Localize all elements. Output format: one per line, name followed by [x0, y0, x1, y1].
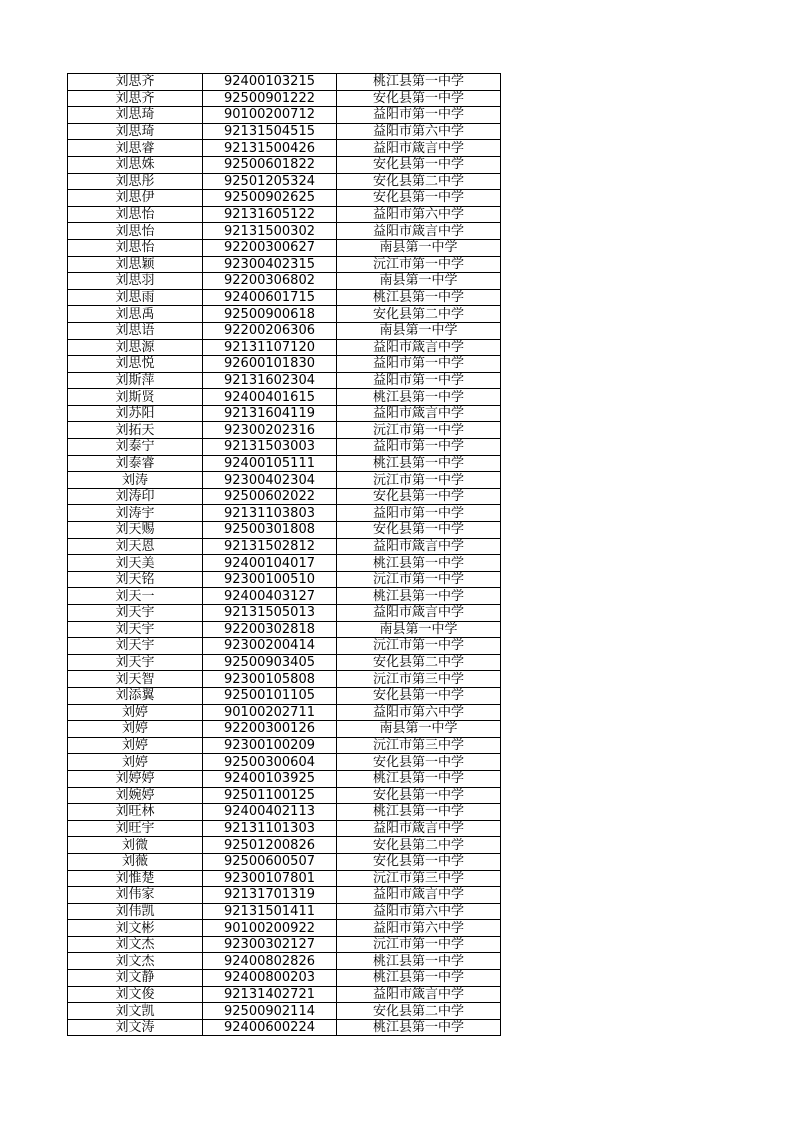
table-row [68, 804, 501, 821]
exam-number-cell: 92200300627 [203, 239, 337, 256]
student-name-cell: 刘文俊 [68, 986, 203, 1003]
school-name-cell: 桃江县第一中学 [337, 74, 501, 91]
exam-number-cell: 92300100209 [203, 737, 337, 754]
exam-number-cell: 92131500302 [203, 223, 337, 240]
exam-number-cell: 92131604119 [203, 405, 337, 422]
school-name-cell: 益阳市箴言中学 [337, 140, 501, 157]
table-row [68, 439, 501, 456]
student-name-cell: 刘思琦 [68, 107, 203, 124]
exam-number-cell: 92300100510 [203, 571, 337, 588]
school-name-cell: 安化县第一中学 [337, 853, 501, 870]
school-name-cell: 沅江市第三中学 [337, 737, 501, 754]
student-name-cell: 刘思彤 [68, 173, 203, 190]
school-name-cell: 桃江县第一中学 [337, 588, 501, 605]
table-row [68, 289, 501, 306]
exam-number-cell: 92300200414 [203, 638, 337, 655]
exam-number-cell: 92300302127 [203, 936, 337, 953]
table-row [68, 356, 501, 373]
school-name-cell: 沅江市第一中学 [337, 571, 501, 588]
exam-number-cell: 90100200712 [203, 107, 337, 124]
exam-number-cell: 92500903405 [203, 654, 337, 671]
exam-number-cell: 92400104017 [203, 555, 337, 572]
school-name-cell: 桃江县第一中学 [337, 455, 501, 472]
exam-number-cell: 92131605122 [203, 206, 337, 223]
student-name-cell: 刘添翼 [68, 687, 203, 704]
table-row [68, 206, 501, 223]
student-name-cell: 刘天宇 [68, 605, 203, 622]
exam-number-cell: 92600101830 [203, 356, 337, 373]
exam-number-cell: 92131602304 [203, 372, 337, 389]
table-row [68, 687, 501, 704]
exam-number-cell: 92500301808 [203, 522, 337, 539]
school-name-cell: 益阳市第六中学 [337, 206, 501, 223]
exam-number-cell: 92131503003 [203, 439, 337, 456]
school-name-cell: 南县第一中学 [337, 273, 501, 290]
student-name-cell: 刘天恩 [68, 538, 203, 555]
exam-number-cell: 92500601822 [203, 156, 337, 173]
school-name-cell: 益阳市第一中学 [337, 505, 501, 522]
table-row [68, 372, 501, 389]
exam-number-cell: 92400601715 [203, 289, 337, 306]
table-row [68, 754, 501, 771]
table-row [68, 522, 501, 539]
exam-number-cell: 92131500426 [203, 140, 337, 157]
school-name-cell: 安化县第一中学 [337, 687, 501, 704]
student-name-cell: 刘思羽 [68, 273, 203, 290]
student-name-cell: 刘涛宇 [68, 505, 203, 522]
table-row [68, 190, 501, 207]
school-name-cell: 益阳市第一中学 [337, 356, 501, 373]
table-row [68, 173, 501, 190]
table-row [68, 273, 501, 290]
student-name-cell: 刘婉婷 [68, 787, 203, 804]
exam-number-cell: 92300202316 [203, 422, 337, 439]
school-name-cell: 益阳市箴言中学 [337, 538, 501, 555]
school-name-cell: 益阳市箴言中学 [337, 223, 501, 240]
school-name-cell: 益阳市第六中学 [337, 123, 501, 140]
table-row [68, 156, 501, 173]
student-name-cell: 刘婷 [68, 754, 203, 771]
student-name-cell: 刘涛 [68, 472, 203, 489]
student-name-cell: 刘泰睿 [68, 455, 203, 472]
school-name-cell: 桃江县第一中学 [337, 1019, 501, 1036]
exam-number-cell: 92300105808 [203, 671, 337, 688]
table-row [68, 405, 501, 422]
school-name-cell: 安化县第一中学 [337, 90, 501, 107]
data-table [67, 73, 501, 1036]
school-name-cell: 桃江县第一中学 [337, 389, 501, 406]
table-row [68, 555, 501, 572]
exam-number-cell: 92400800203 [203, 970, 337, 987]
school-name-cell: 安化县第二中学 [337, 1003, 501, 1020]
school-name-cell: 桃江县第一中学 [337, 804, 501, 821]
exam-number-cell: 92131505013 [203, 605, 337, 622]
table-row [68, 1019, 501, 1036]
exam-number-cell: 92400401615 [203, 389, 337, 406]
student-name-cell: 刘斯萍 [68, 372, 203, 389]
student-name-cell: 刘斯贤 [68, 389, 203, 406]
exam-number-cell: 92200206306 [203, 322, 337, 339]
school-name-cell: 安化县第一中学 [337, 754, 501, 771]
table-row [68, 256, 501, 273]
exam-number-cell: 92131402721 [203, 986, 337, 1003]
student-name-cell: 刘薇 [68, 853, 203, 870]
exam-number-cell: 92131101303 [203, 820, 337, 837]
table-row [68, 605, 501, 622]
student-name-cell: 刘伟家 [68, 887, 203, 904]
student-name-cell: 刘涛印 [68, 488, 203, 505]
table-row [68, 770, 501, 787]
table-row [68, 422, 501, 439]
school-name-cell: 沅江市第一中学 [337, 472, 501, 489]
student-name-cell: 刘天智 [68, 671, 203, 688]
school-name-cell: 沅江市第一中学 [337, 422, 501, 439]
student-name-cell: 刘微 [68, 837, 203, 854]
table-row [68, 936, 501, 953]
student-name-cell: 刘天宇 [68, 638, 203, 655]
school-name-cell: 安化县第二中学 [337, 173, 501, 190]
exam-number-cell: 92500900618 [203, 306, 337, 323]
school-name-cell: 桃江县第一中学 [337, 953, 501, 970]
exam-number-cell: 92200300126 [203, 721, 337, 738]
student-name-cell: 刘婷 [68, 737, 203, 754]
student-name-cell: 刘文涛 [68, 1019, 203, 1036]
exam-number-cell: 92400103925 [203, 770, 337, 787]
table-row [68, 621, 501, 638]
table-row [68, 887, 501, 904]
school-name-cell: 南县第一中学 [337, 721, 501, 738]
exam-number-cell: 92300402315 [203, 256, 337, 273]
student-name-cell: 刘苏阳 [68, 405, 203, 422]
student-name-cell: 刘天宇 [68, 654, 203, 671]
table-row [68, 704, 501, 721]
school-name-cell: 南县第一中学 [337, 322, 501, 339]
table-row [68, 505, 501, 522]
exam-number-cell: 92500602022 [203, 488, 337, 505]
exam-number-cell: 92400802826 [203, 953, 337, 970]
student-name-cell: 刘思禹 [68, 306, 203, 323]
exam-number-cell: 92500101105 [203, 687, 337, 704]
school-name-cell: 南县第一中学 [337, 239, 501, 256]
student-name-cell: 刘文彬 [68, 920, 203, 937]
student-name-cell: 刘文杰 [68, 936, 203, 953]
exam-number-cell: 92300402304 [203, 472, 337, 489]
table-row [68, 737, 501, 754]
exam-number-cell: 92400600224 [203, 1019, 337, 1036]
exam-number-cell: 92300107801 [203, 870, 337, 887]
table-row [68, 90, 501, 107]
school-name-cell: 南县第一中学 [337, 621, 501, 638]
school-name-cell: 益阳市第一中学 [337, 372, 501, 389]
school-name-cell: 益阳市箴言中学 [337, 605, 501, 622]
table-row [68, 389, 501, 406]
table-row [68, 1003, 501, 1020]
school-name-cell: 益阳市箴言中学 [337, 339, 501, 356]
table-row [68, 538, 501, 555]
student-name-cell: 刘伟凯 [68, 903, 203, 920]
student-name-cell: 刘文凯 [68, 1003, 203, 1020]
student-name-cell: 刘思怡 [68, 223, 203, 240]
student-name-cell: 刘思齐 [68, 74, 203, 91]
school-name-cell: 益阳市箴言中学 [337, 986, 501, 1003]
table-row [68, 986, 501, 1003]
table-row [68, 820, 501, 837]
school-name-cell: 安化县第一中学 [337, 522, 501, 539]
school-name-cell: 桃江县第一中学 [337, 770, 501, 787]
school-name-cell: 安化县第二中学 [337, 654, 501, 671]
school-name-cell: 沅江市第一中学 [337, 936, 501, 953]
table-row [68, 571, 501, 588]
student-name-cell: 刘思颖 [68, 256, 203, 273]
school-name-cell: 沅江市第三中学 [337, 870, 501, 887]
school-name-cell: 桃江县第一中学 [337, 289, 501, 306]
school-name-cell: 益阳市箴言中学 [337, 887, 501, 904]
exam-number-cell: 92131701319 [203, 887, 337, 904]
student-name-cell: 刘惟楚 [68, 870, 203, 887]
exam-number-cell: 92500902114 [203, 1003, 337, 1020]
student-name-cell: 刘思琦 [68, 123, 203, 140]
table-row [68, 239, 501, 256]
table-row [68, 472, 501, 489]
school-name-cell: 益阳市第六中学 [337, 704, 501, 721]
school-name-cell: 益阳市箴言中学 [337, 820, 501, 837]
exam-number-cell: 92501100125 [203, 787, 337, 804]
student-name-cell: 刘思怡 [68, 239, 203, 256]
school-name-cell: 益阳市第一中学 [337, 439, 501, 456]
student-name-cell: 刘思悦 [68, 356, 203, 373]
student-name-cell: 刘天一 [68, 588, 203, 605]
table-row [68, 322, 501, 339]
table-row [68, 488, 501, 505]
table-row [68, 654, 501, 671]
table-row [68, 787, 501, 804]
exam-number-cell: 92131103803 [203, 505, 337, 522]
exam-number-cell: 92131502812 [203, 538, 337, 555]
student-name-cell: 刘思怡 [68, 206, 203, 223]
exam-number-cell: 92500902625 [203, 190, 337, 207]
exam-number-cell: 92200306802 [203, 273, 337, 290]
school-name-cell: 桃江县第一中学 [337, 555, 501, 572]
table-row [68, 853, 501, 870]
table-row [68, 123, 501, 140]
school-name-cell: 安化县第一中学 [337, 190, 501, 207]
student-name-cell: 刘思伊 [68, 190, 203, 207]
school-name-cell: 益阳市箴言中学 [337, 405, 501, 422]
school-name-cell: 桃江县第一中学 [337, 970, 501, 987]
school-name-cell: 益阳市第六中学 [337, 903, 501, 920]
table-row [68, 455, 501, 472]
table-row [68, 903, 501, 920]
table-row [68, 920, 501, 937]
table-row [68, 638, 501, 655]
exam-number-cell: 92501200826 [203, 837, 337, 854]
student-name-cell: 刘文静 [68, 970, 203, 987]
exam-number-cell: 92131107120 [203, 339, 337, 356]
student-name-cell: 刘旺宇 [68, 820, 203, 837]
school-name-cell: 益阳市第六中学 [337, 920, 501, 937]
table-row [68, 74, 501, 91]
student-name-cell: 刘天铭 [68, 571, 203, 588]
student-name-cell: 刘思姝 [68, 156, 203, 173]
exam-number-cell: 92400403127 [203, 588, 337, 605]
table-row [68, 721, 501, 738]
table-row [68, 306, 501, 323]
exam-number-cell: 92501205324 [203, 173, 337, 190]
school-name-cell: 安化县第一中学 [337, 156, 501, 173]
student-name-cell: 刘思睿 [68, 140, 203, 157]
table-row [68, 837, 501, 854]
exam-number-cell: 90100200922 [203, 920, 337, 937]
school-name-cell: 安化县第一中学 [337, 488, 501, 505]
exam-number-cell: 92400105111 [203, 455, 337, 472]
exam-number-cell: 92500600507 [203, 853, 337, 870]
table-row [68, 223, 501, 240]
exam-number-cell: 92500901222 [203, 90, 337, 107]
exam-number-cell: 90100202711 [203, 704, 337, 721]
table-row [68, 339, 501, 356]
table-row [68, 870, 501, 887]
student-name-cell: 刘思齐 [68, 90, 203, 107]
student-name-cell: 刘思语 [68, 322, 203, 339]
school-name-cell: 安化县第二中学 [337, 837, 501, 854]
table-row [68, 953, 501, 970]
table-row [68, 671, 501, 688]
school-name-cell: 沅江市第一中学 [337, 638, 501, 655]
table-row [68, 107, 501, 124]
exam-number-cell: 92131504515 [203, 123, 337, 140]
exam-number-cell: 92500300604 [203, 754, 337, 771]
student-name-cell: 刘拓天 [68, 422, 203, 439]
student-name-cell: 刘思源 [68, 339, 203, 356]
table-body [68, 74, 501, 1036]
student-name-cell: 刘旺林 [68, 804, 203, 821]
student-name-cell: 刘天宇 [68, 621, 203, 638]
exam-number-cell: 92400103215 [203, 74, 337, 91]
school-name-cell: 沅江市第三中学 [337, 671, 501, 688]
student-name-cell: 刘天赐 [68, 522, 203, 539]
exam-number-cell: 92200302818 [203, 621, 337, 638]
table-row [68, 140, 501, 157]
student-name-cell: 刘思雨 [68, 289, 203, 306]
student-name-cell: 刘天美 [68, 555, 203, 572]
student-name-cell: 刘文杰 [68, 953, 203, 970]
student-name-cell: 刘婷婷 [68, 770, 203, 787]
student-name-cell: 刘婷 [68, 721, 203, 738]
exam-number-cell: 92131501411 [203, 903, 337, 920]
school-name-cell: 益阳市第一中学 [337, 107, 501, 124]
table-row [68, 588, 501, 605]
exam-number-cell: 92400402113 [203, 804, 337, 821]
school-name-cell: 沅江市第一中学 [337, 256, 501, 273]
student-name-cell: 刘婷 [68, 704, 203, 721]
school-name-cell: 安化县第二中学 [337, 306, 501, 323]
school-name-cell: 安化县第一中学 [337, 787, 501, 804]
table-row [68, 970, 501, 987]
student-name-cell: 刘泰宁 [68, 439, 203, 456]
